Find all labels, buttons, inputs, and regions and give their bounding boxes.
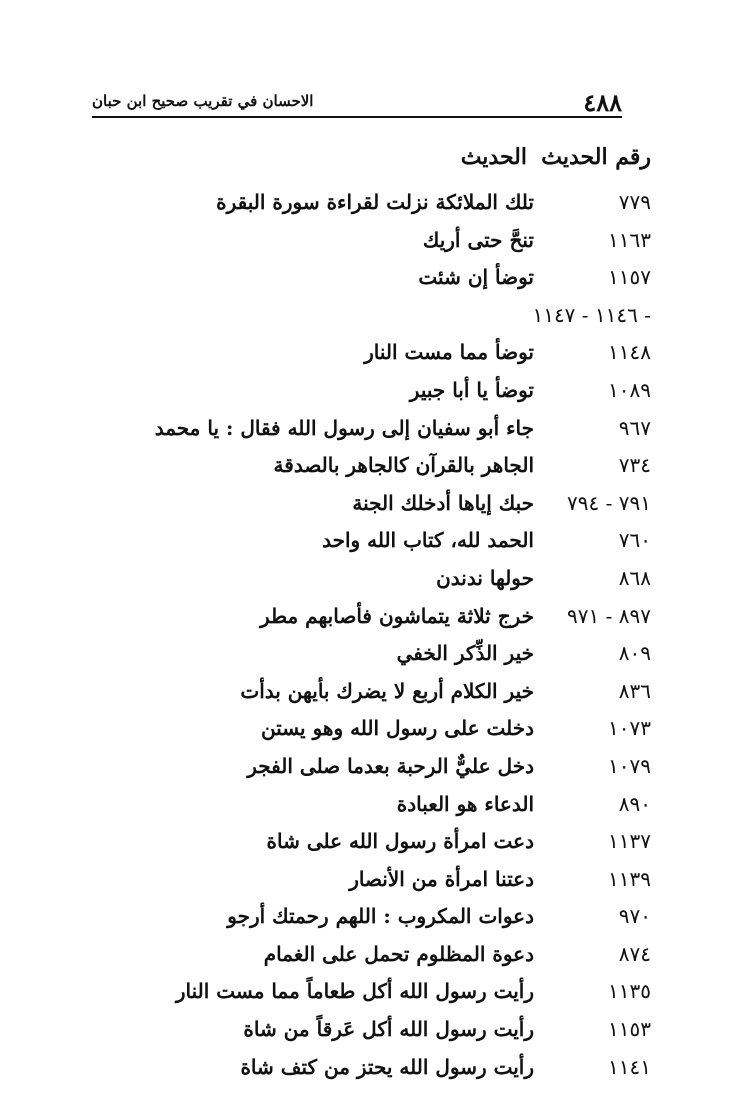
book-title: الاحسان في تقريب صحيح ابن حبان	[92, 92, 314, 110]
index-entry	[131, 598, 651, 636]
index-entry	[131, 447, 651, 485]
entry-text: حبك إياها أدخلك الجنة	[352, 490, 534, 515]
entry-numbers: ٨٧٤	[618, 941, 651, 966]
entry-numbers: ١١٥٣	[608, 1017, 651, 1042]
index-entry	[131, 710, 651, 748]
entry-numbers: ٨٦٨	[618, 565, 651, 590]
entry-text: رأيت رسول الله أكل عَرقاً من شاة	[243, 1017, 534, 1042]
index-entry	[131, 786, 651, 824]
index-entry	[131, 748, 651, 786]
entry-text: الحمد لله، كتاب الله واحد	[322, 528, 534, 553]
index-entry	[131, 184, 651, 222]
index-entry	[131, 372, 651, 410]
column-headers	[131, 138, 651, 178]
index-entry	[131, 522, 651, 560]
entry-numbers: ٨٩٧ - ٩٧١	[567, 603, 651, 628]
index-entry	[131, 861, 651, 899]
entry-text: توضأ إن شئت	[418, 265, 534, 290]
index-entry	[131, 410, 651, 448]
entry-numbers: ٨٠٩	[618, 641, 651, 666]
index-entry	[131, 673, 651, 711]
entry-text: دخلت على رسول الله وهو يستن	[260, 716, 534, 741]
entry-numbers: - ١١٤٦ - ١١٤٧	[532, 302, 651, 327]
entry-numbers: ١١٥٧	[608, 265, 651, 290]
index-entry	[131, 259, 651, 297]
entry-numbers: ١٠٧٣	[608, 716, 651, 741]
entry-text: دخل عليٌّ الرحبة بعدما صلى الفجر	[247, 753, 534, 778]
entry-text: تنحَّ حتى أريك	[422, 227, 534, 252]
entry-numbers: ٧٧٩	[618, 190, 651, 214]
index-entry	[131, 635, 651, 673]
index-entry	[131, 898, 651, 936]
entry-numbers: ٧٩١ - ٧٩٤	[567, 490, 651, 515]
entry-numbers: ٩٦٧	[618, 415, 651, 440]
entry-text: خير الكلام أربع لا يضرك بأيهن بدأت	[240, 678, 534, 703]
entry-numbers: ١١٤١	[608, 1054, 651, 1079]
index-entry	[131, 936, 651, 974]
entry-numbers: ١١٣٧	[608, 829, 651, 854]
entry-numbers: ١٠٨٩	[608, 377, 651, 402]
index-entry	[131, 485, 651, 523]
entry-text: تلك الملائكة نزلت لقراءة سورة البقرة	[216, 190, 534, 214]
entry-numbers: ١١٦٣	[608, 227, 651, 252]
entry-text: حولها ندندن	[436, 565, 534, 590]
entry-numbers: ١١٣٩	[608, 866, 651, 891]
column-header-number: رقم الحديث	[541, 144, 651, 170]
entry-numbers: ١٠٧٩	[608, 753, 651, 778]
index-entry	[131, 334, 651, 372]
page-number: ٤٨٨	[583, 88, 622, 117]
index-entry	[131, 222, 651, 260]
index-entry-continuation	[131, 297, 651, 335]
entry-numbers: ٨٩٠	[618, 791, 651, 816]
entry-text: توضأ مما مست النار	[364, 340, 534, 365]
running-head	[92, 86, 622, 118]
index-entry	[131, 973, 651, 1011]
index-entry	[131, 1049, 651, 1087]
entry-text: خير الذِّكر الخفي	[396, 641, 534, 666]
entry-numbers: ١١٣٥	[608, 979, 651, 1004]
hadith-index-list	[131, 184, 651, 1086]
entry-numbers: ٨٣٦	[618, 678, 651, 703]
entry-numbers: ١١٤٨	[608, 340, 651, 365]
index-entry	[131, 560, 651, 598]
entry-text: دعت امرأة رسول الله على شاة	[266, 829, 534, 854]
entry-text: الجاهر بالقرآن كالجاهر بالصدقة	[273, 453, 534, 478]
entry-text: الدعاء هو العبادة	[396, 791, 534, 816]
entry-text: توضأ يا أبا جبير	[409, 377, 534, 402]
entry-text: دعتنا امرأة من الأنصار	[349, 866, 534, 891]
entry-text: دعوة المظلوم تحمل على الغمام	[263, 941, 534, 966]
entry-text: جاء أبو سفيان إلى رسول الله فقال : يا محمد	[154, 415, 534, 440]
entry-numbers: ٩٧٠	[618, 904, 651, 929]
column-header-hadith: الحديث	[460, 144, 527, 170]
entry-text: رأيت رسول الله أكل طعاماً مما مست النار	[175, 979, 534, 1004]
index-entry	[131, 1011, 651, 1049]
entry-numbers: ٧٣٤	[618, 453, 651, 478]
entry-numbers: ٧٦٠	[618, 528, 651, 553]
entry-text: دعوات المكروب : اللهم رحمتك أرجو	[227, 904, 534, 929]
entry-text: رأيت رسول الله يحتز من كتف شاة	[240, 1054, 534, 1079]
index-entry	[131, 823, 651, 861]
entry-text: خرج ثلاثة يتماشون فأصابهم مطر	[260, 603, 534, 628]
